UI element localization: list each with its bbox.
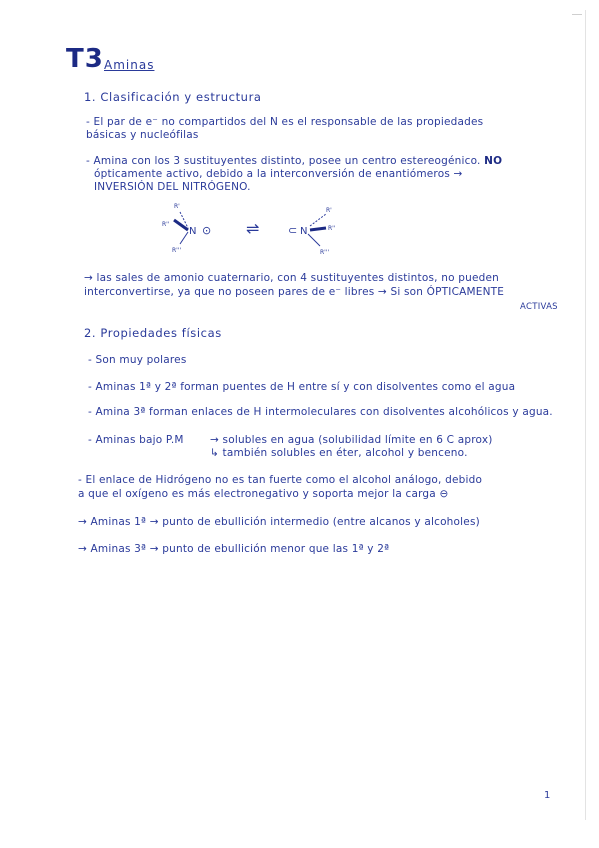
substituent-label: R' xyxy=(326,207,332,214)
section-heading-1: 1. Clasificación y estructura xyxy=(84,90,262,104)
scan-mark xyxy=(572,14,582,15)
topic-title: Aminas xyxy=(104,58,155,72)
note-line: ↳ también solubles en éter, alcohol y benceno. xyxy=(210,447,468,459)
note-line: - El par de e⁻ no compartidos del N es el responsable de las propiedades xyxy=(86,116,484,128)
note-line: → Aminas 1ª → punto de ebullición intermedio (entre alcanos y alcoholes) xyxy=(78,516,480,528)
lone-pair: ⊂ xyxy=(288,224,298,237)
note-line: → solubles en agua (solubilidad límite en 6 C aprox) xyxy=(210,434,493,446)
topic-number: T3 xyxy=(66,44,104,74)
dash-bond xyxy=(310,214,326,226)
note-line: a que el oxígeno es más electronegativo y soporta mejor la carga ⊖ xyxy=(78,488,449,500)
substituent-label: R'' xyxy=(162,221,170,228)
note-emphasis: NO xyxy=(484,155,503,167)
note-line: - Son muy polares xyxy=(88,354,187,366)
note-line: - El enlace de Hidrógeno no es tan fuerte como el alcohol análogo, debido xyxy=(78,474,483,486)
note-line: → las sales de amonio cuaternario, con 4 sustituyentes distintos, no pueden xyxy=(84,272,499,284)
note-line xyxy=(86,155,502,168)
note-text: - Amina con los 3 sustituyentes distinto, posee un centro estereogénico. xyxy=(86,155,481,167)
nitrogen-inversion-diagram xyxy=(150,200,370,260)
lone-pair: ⊙ xyxy=(202,224,212,237)
page-number: 1 xyxy=(544,790,551,801)
plain-bond xyxy=(180,232,188,244)
plain-bond xyxy=(308,234,320,246)
substituent-label: R'' xyxy=(328,225,336,232)
note-line: - Aminas 1ª y 2ª forman puentes de H entre sí y con disolventes como el agua xyxy=(88,381,516,393)
section-heading-2: 2. Propiedades físicas xyxy=(84,326,222,340)
note-line: ópticamente activo, debido a la interconversión de enantiómeros → xyxy=(94,168,463,180)
substituent-label: R' xyxy=(174,203,180,210)
nitrogen-inversion-svg xyxy=(150,200,370,260)
note-line: - Amina 3ª forman enlaces de H intermoleculares con disolventes alcohólicos y agua. xyxy=(88,406,553,418)
note-line: INVERSIÓN DEL NITRÓGENO. xyxy=(94,181,251,193)
substituent-label: R''' xyxy=(320,249,330,256)
substituent-label: R''' xyxy=(172,247,182,254)
note-line: → Aminas 3ª → punto de ebullición menor que las 1ª y 2ª xyxy=(78,543,390,555)
equilibrium-arrow: ⇌ xyxy=(246,219,260,238)
margin-rule xyxy=(585,10,586,820)
note-line: interconvertirse, ya que no poseen pares de e⁻ libres → Si son ÓPTICAMENTE xyxy=(84,286,505,298)
nitrogen-atom: N xyxy=(300,226,308,237)
wedge-bond xyxy=(174,220,188,230)
note-line: básicas y nucleófilas xyxy=(86,129,199,141)
note-line: ACTIVAS xyxy=(520,302,558,312)
note-line: - Aminas bajo P.M xyxy=(88,434,184,446)
wedge-bond xyxy=(310,228,326,230)
nitrogen-atom: N xyxy=(189,226,197,237)
